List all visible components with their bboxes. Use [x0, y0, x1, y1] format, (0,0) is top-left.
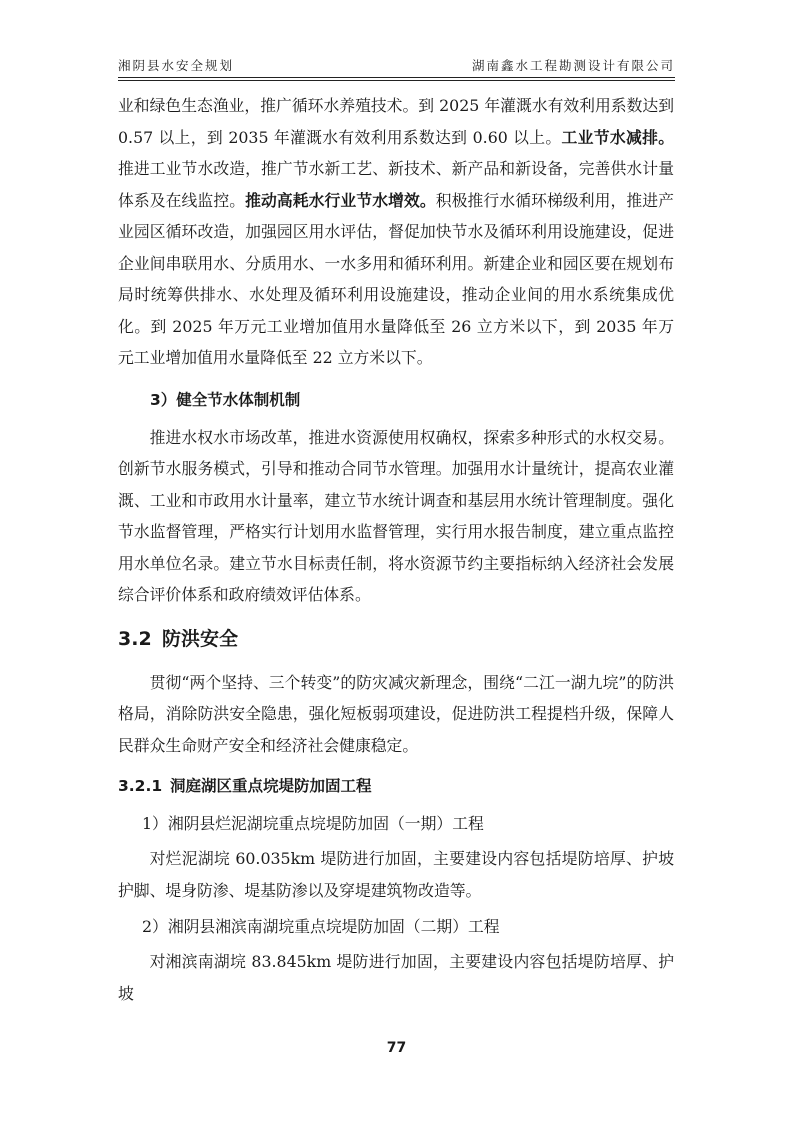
subheading-water-saving-mechanism: 3）健全节水体制机制: [150, 390, 301, 409]
item-title: 1）湘阴县烂泥湖垸重点垸堤防加固（一期）工程: [142, 814, 484, 833]
header-rule-thick: [118, 77, 675, 78]
running-header: [118, 54, 675, 74]
header-rule-thin: [118, 80, 675, 81]
paragraph-flood-control-intro: 贯彻“两个坚持、三个转变”的防灾减灾新理念，围绕“二江一湖九垸”的防洪格局，消除防洪安全隐患，强化短板弱项建设，促进防洪工程提档升级，保障人民群众生命财产安全和经济社会健康稳定。: [118, 672, 674, 755]
bold-term-high-consumption: 推动高耗水行业节水增效。: [245, 190, 436, 210]
subsection-number: 3.2.1: [118, 777, 163, 795]
item-title: 2）湘阴县湘滨南湖垸重点垸堤防加固（二期）工程: [142, 917, 500, 936]
section-heading: [118, 619, 674, 659]
subsection-title: 洞庭湖区重点垸堤防加固工程: [170, 777, 372, 795]
header-company-name: 湖南鑫水工程勘测设计有限公司: [471, 58, 675, 73]
paragraph-water-saving-mechanism: 推进水权水市场改革，推进水资源使用权确权，探索多种形式的水权交易。创新节水服务模式，引导和推动合同节水管理。加强用水计量统计，提高农业灌溉、工业和市政用水计量率，建立节水统计调查和基层用水统计管理制度。强化节水监督管理，严格实行计划用水监督管理，实行用水报告制度，建立重点监控用水单位名录。建立节水目标责任制，将水资源节约主要指标纳入经济社会发展综合评价体系和政府绩效评估体系。: [118, 427, 674, 604]
page-number: 77: [386, 1040, 407, 1056]
item-body: 对湘滨南湖垸 83.845km 堤防进行加固，主要建设内容包括堤防培厚、护坡: [118, 952, 674, 1003]
paragraph-water-saving-industry: 业和绿色生态渔业，推广循环水养殖技术。到 2025 年灌溉水有效利用系数达到 0.57 以上，到 2035 年灌溉水有效利用系数达到 0.60 以上。工业节水减排。推进工业节水改造，推广节水新工艺、新技术、新产品和新设备，完善供水计量体系及在线监控。推动高耗水行业节水增效。积极推行水循环梯级利用，推进产业园区循环改造，加强园区用水评估，督促加快节水及循环利用设施建设，促进企业间串联用水、分质用水、一水多用和循环利用。新建企业和园区要在规划布局时统筹供排水、水处理及循环利用设施建设，推动企业间的用水系统集成优化。到 2025 年万元工业增加值用水量降低至 26 立方米以下，到 2035 年万元工业增加值用水量降低至 22 立方米以下。: [118, 96, 674, 367]
section-number: 3.2: [118, 627, 152, 650]
item-body: 对烂泥湖垸 60.035km 堤防进行加固，主要建设内容包括堤防培厚、护坡护脚、堤身防渗、堤基防渗以及穿堤建筑物改造等。: [118, 849, 674, 900]
page-body: [118, 90, 674, 1009]
subsection-heading: [118, 767, 674, 805]
bold-term-industrial-saving: 工业节水减排。: [561, 127, 674, 147]
section-title: 防洪安全: [162, 627, 239, 650]
header-document-title: 湘阴县水安全规划: [118, 58, 235, 73]
